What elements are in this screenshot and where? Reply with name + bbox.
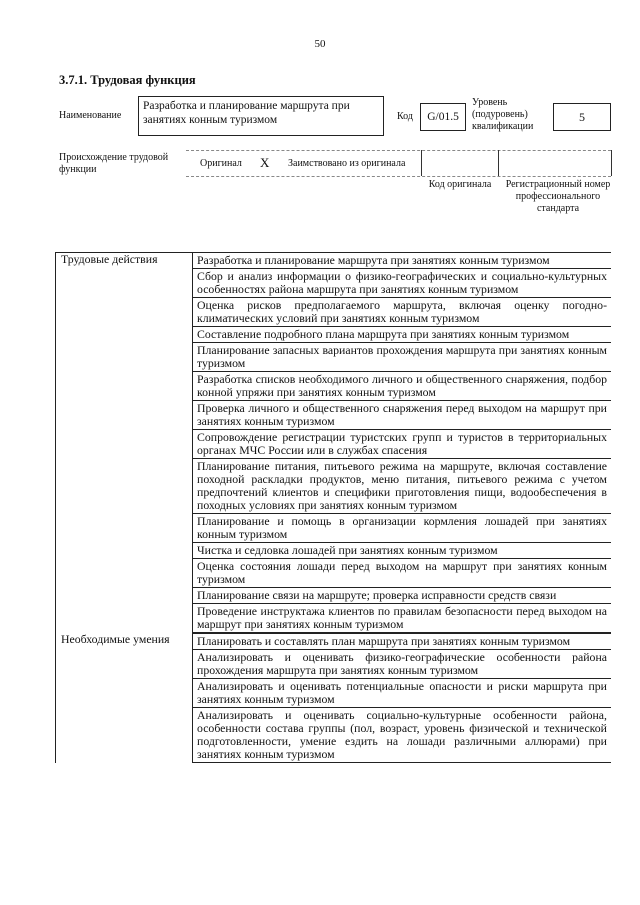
- category-cell: Необходимые умения: [55, 633, 193, 763]
- table-cell: Анализировать и оценивать социально-культурные особенности района, особенности состава группы (пол, возраст, уровень физической и технической подготовленности, умение ездить на лошади различными аллюрами) при занятиях конным туризмом: [193, 707, 611, 763]
- table-cell: Планирование связи на маршруте; проверка исправности средств связи: [193, 587, 611, 603]
- table-cell: Оценка рисков предполагаемого маршрута, включая оценку погодно-климатических условий при занятиях конным туризмом: [193, 297, 611, 326]
- level-label: Уровень (подуровень) квалификации: [472, 97, 534, 132]
- item-cells: [193, 252, 611, 633]
- origin-bottom-divider: [186, 176, 611, 177]
- table-cell: Анализировать и оценивать физико-географические особенности района прохождения маршрута при занятиях конным туризмом: [193, 649, 611, 678]
- borrowed-label: Заимствовано из оригинала: [288, 158, 406, 169]
- reg-number-label: Регистрационный номер профессионального стандарта: [505, 179, 611, 214]
- original-code-label: Код оригинала: [428, 179, 492, 190]
- table-cell: Оценка состояния лошади перед выходом на маршрут при занятиях конным туризмом: [193, 558, 611, 587]
- function-name-box: Разработка и планирование маршрута при занятиях конным туризмом: [138, 96, 384, 136]
- code-value-box: G/01.5: [420, 103, 466, 131]
- name-label: Наименование: [59, 110, 122, 121]
- table-cell: Планирование запасных вариантов прохождения маршрута при занятиях конным туризмом: [193, 342, 611, 371]
- original-label: Оригинал: [200, 158, 242, 169]
- section-title: 3.7.1. Трудовая функция: [59, 73, 196, 87]
- level-value-box: 5: [553, 103, 611, 131]
- origin-top-divider: [186, 150, 611, 151]
- table-cell: Разработка списков необходимого личного и общественного снаряжения, подбор конной упряжи при занятиях конным туризмом: [193, 371, 611, 400]
- origin-divider-3: [611, 150, 612, 176]
- table-cell: Планирование питания, питьевого режима на маршруте, включая составление походной раскладки продуктов, меню питания, питьевого режима с учетом предпочтений клиентов и специфики приготовления пищи, водообеспечения в походных условиях при занятиях конным туризмом: [193, 458, 611, 513]
- table-cell: Планирование и помощь в организации кормления лошадей при занятиях конным туризмом: [193, 513, 611, 542]
- origin-divider-2: [498, 150, 499, 176]
- origin-label: Происхождение трудовой функции: [59, 152, 169, 175]
- page-number: 50: [314, 38, 326, 50]
- table-cell: Разработка и планирование маршрута при занятиях конным туризмом: [193, 252, 611, 268]
- labor-function-table: [55, 252, 611, 763]
- table-cell: Сопровождение регистрации туристских групп и туристов в территориальных органах МЧС России или в службах спасения: [193, 429, 611, 458]
- item-cells: [193, 633, 611, 763]
- table-cell: Чистка и седловка лошадей при занятиях конным туризмом: [193, 542, 611, 558]
- table-cell: Анализировать и оценивать потенциальные опасности и риски маршрута при занятиях конным туризмом: [193, 678, 611, 707]
- code-label: Код: [397, 111, 413, 122]
- table-row-group: [55, 633, 611, 763]
- origin-divider-1: [421, 150, 422, 176]
- table-cell: Проведение инструктажа клиентов по правилам безопасности перед выходом на маршрут при занятиях конным туризмом: [193, 603, 611, 633]
- table-row-group: [55, 252, 611, 633]
- original-mark: X: [260, 155, 270, 170]
- table-cell: Проверка личного и общественного снаряжения перед выходом на маршрут при занятиях конным туризмом: [193, 400, 611, 429]
- category-cell: Трудовые действия: [55, 252, 193, 633]
- table-cell: Сбор и анализ информации о физико-географических и социально-культурных особенностях района маршрута при занятиях конным туризмом: [193, 268, 611, 297]
- table-cell: Составление подробного плана маршрута при занятиях конным туризмом: [193, 326, 611, 342]
- table-cell: Планировать и составлять план маршрута при занятиях конным туризмом: [193, 633, 611, 649]
